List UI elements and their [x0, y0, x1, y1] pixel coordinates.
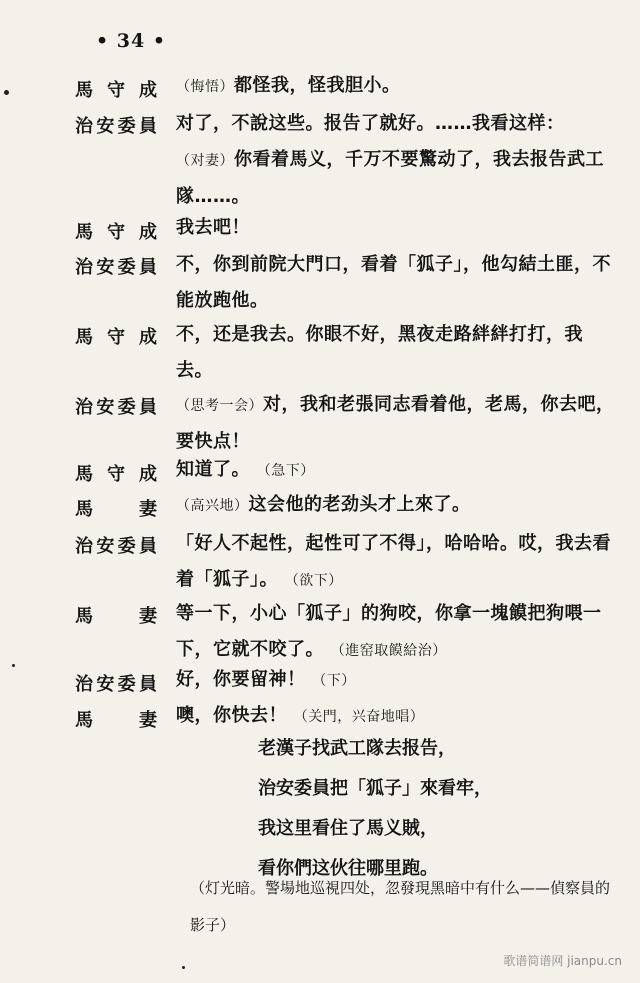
speaker-label: 治 安 委 員 [75, 116, 157, 137]
speech-text: （悔悟）都怪我，怪我胆小。 [176, 75, 401, 96]
page-number: • 34 • [96, 30, 166, 52]
speaker-label: 馬 妻 [75, 606, 157, 627]
ink-speck [12, 664, 15, 667]
speech-text: 不，还是我去。你眼不好，黑夜走路絆絆打打，我去。 [176, 324, 583, 381]
ink-speck [182, 966, 185, 969]
stage-direction: （灯光暗。警場地巡視四处，忽發現黑暗中有什么——偵察員的影子） [190, 879, 611, 934]
speech-text: 等一下，小心「狐子」的狗咬，你拿一塊饃把狗喂一下，它就不咬了。 （進窑取饃給治） [176, 603, 602, 660]
speech-text: （高兴地）这会他的老劲头才上來了。 [176, 494, 471, 515]
song-line: 看你們这伙往哪里跑。 [258, 858, 438, 879]
speaker-label: 馬 守 成 [75, 222, 157, 243]
speech-text: 好，你要留神！ （下） [176, 669, 356, 690]
speaker-label: 馬 妻 [75, 499, 157, 520]
speech-text: 对了，不說这些。报告了就好。……我看这样： （对妻）你看着馬义，千万不要驚动了，我去报告武工隊……。 [176, 113, 604, 207]
speech-text: 噢，你快去！ （关門，兴奋地唱） [176, 705, 425, 726]
speaker-label: 馬 守 成 [75, 327, 157, 348]
watermark: 歌谱简谱网 jianpu.cn [503, 954, 622, 968]
speaker-label: 馬 守 成 [75, 80, 157, 101]
speaker-label: 治 安 委 員 [75, 397, 157, 418]
song-line: 老漢子找武工隊去报告， [258, 738, 456, 759]
speech-text: 「好人不起性，起性可了不得」，哈哈哈。哎，我去看着「狐子」。 （欲下） [176, 533, 611, 590]
speech-text: （思考一会）对，我和老張同志看着他，老馬，你去吧，要快点！ [176, 394, 615, 452]
song-lyrics [258, 729, 492, 889]
speech-text: 我去吧！ [176, 217, 250, 238]
speaker-label: 馬 妻 [75, 710, 157, 731]
song-line: 我这里看住了馬义賊， [258, 818, 438, 839]
speaker-label: 治 安 委 員 [75, 536, 157, 557]
song-line: 治安委員把「狐子」來看牢， [258, 778, 492, 799]
speaker-label: 治 安 委 員 [75, 674, 157, 695]
speaker-label: 馬 守 成 [75, 464, 157, 485]
speaker-label: 治 安 委 員 [75, 257, 157, 278]
speech-text: 知道了。 （急下） [176, 459, 315, 480]
ink-speck [4, 90, 9, 95]
speech-text: 不，你到前院大門口，看着「狐子」，他勾結土匪，不能放跑他。 [176, 254, 611, 311]
